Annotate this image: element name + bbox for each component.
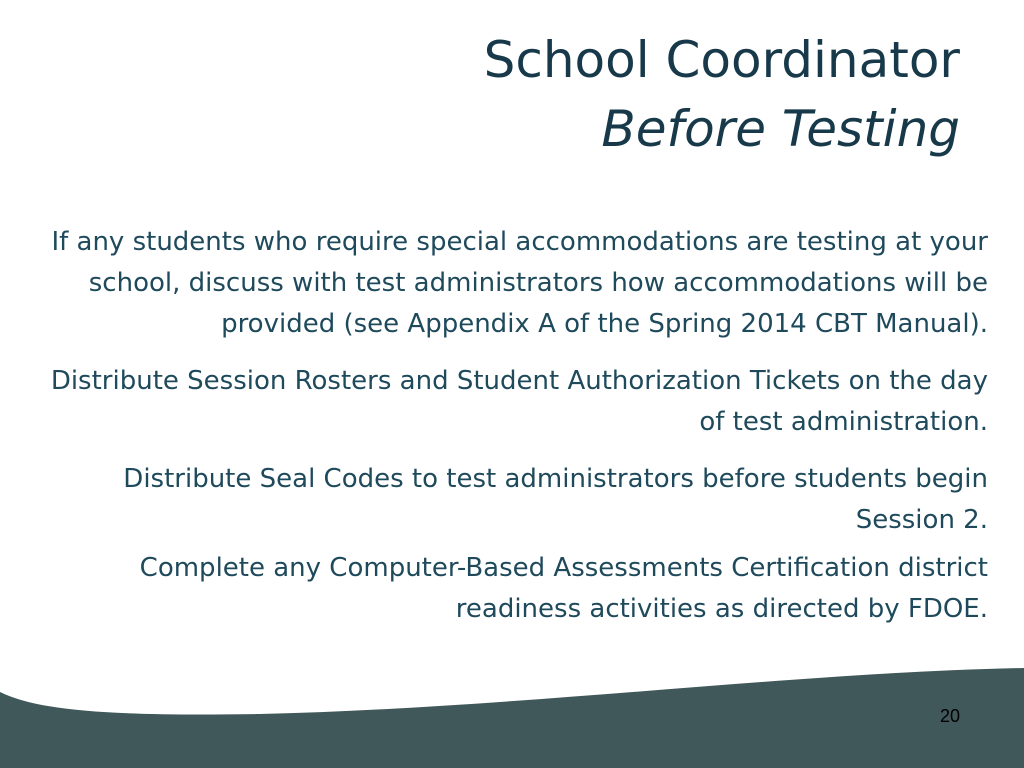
- slide-subtitle: Before Testing: [601, 100, 960, 158]
- body-paragraph-seal-codes: Distribute Seal Codes to test administrators before students begin Session 2.: [123, 464, 988, 535]
- page-number: 20: [939, 706, 960, 726]
- body-paragraph-certification: Complete any Computer-Based Assessments Certification district readiness activities as directed by FDOE.: [139, 553, 988, 624]
- footer-wave: [0, 668, 1024, 768]
- body-paragraph-rosters: Distribute Session Rosters and Student Authorization Tickets on the day of test administration.: [50, 366, 988, 437]
- slide-title-block: [200, 28, 960, 166]
- slide-title: School Coordinator: [483, 31, 960, 89]
- slide-body: [48, 222, 988, 630]
- body-paragraph-accommodations: If any students who require special accommodations are testing at your school, discuss with test administrators how accommodations will be provided (see Appendix A of the Spring 2014 CBT Manual).: [51, 227, 988, 339]
